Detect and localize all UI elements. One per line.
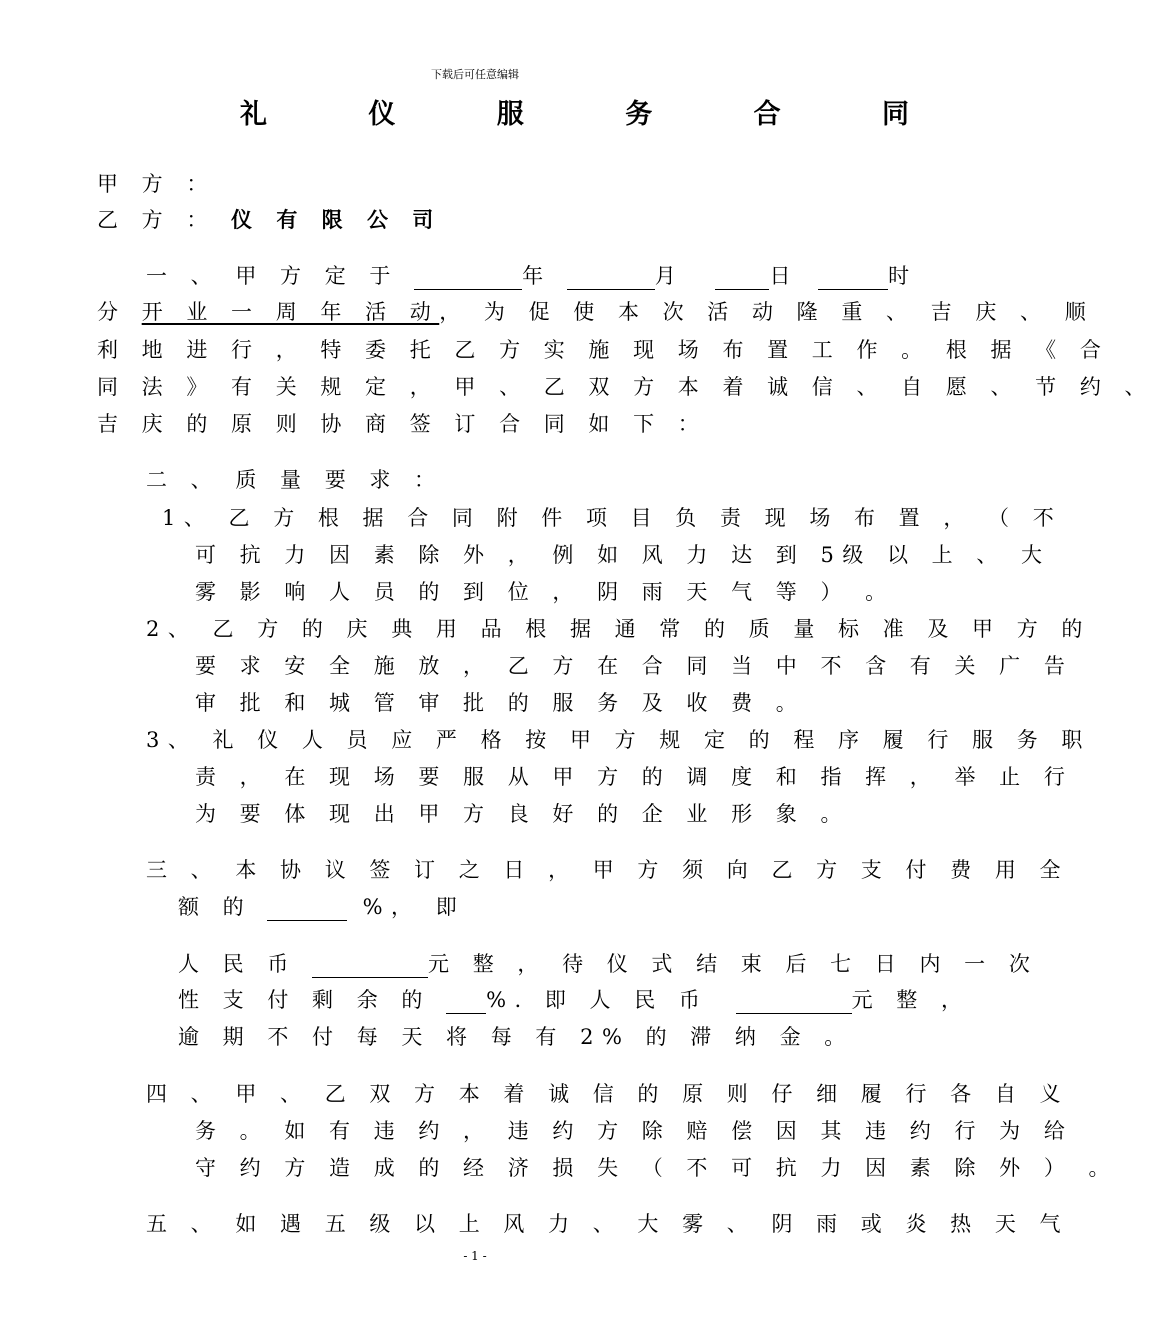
page-number: - 1 - <box>463 1249 487 1263</box>
year-blank <box>414 267 522 290</box>
amount-blank <box>312 955 428 978</box>
section2-heading: 二 、 质 量 要 求 ： <box>146 468 444 492</box>
month-blank <box>567 267 655 290</box>
section2-item1-line1: 1、 乙 方 根 据 合 同 附 件 项 目 负 责 现 场 布 置 ， （ 不 <box>162 506 1063 530</box>
section1-line2 <box>97 298 1094 326</box>
section1-line2-prefix: 分 <box>97 300 127 324</box>
section1-line4: 同 法 》 有 关 规 定 ， 甲 、 乙 双 方 本 着 诚 信 、 自 愿 、 节 约 、 <box>97 375 1154 399</box>
section2-item2-line3: 审 批 和 城 管 审 批 的 服 务 及 收 费 。 <box>195 691 806 715</box>
day-label: 日 <box>769 264 799 288</box>
section3-line3-rest: 元 整 ， 待 仪 式 结 束 后 七 日 内 一 次 <box>428 952 1039 976</box>
hour-label: 时 <box>888 264 918 288</box>
section3-line5: 逾 期 不 付 每 天 将 每 有 2% 的 滞 纳 金 。 <box>178 1025 854 1049</box>
yuan-label: 元 整 ， <box>851 988 971 1012</box>
remaining-amount-blank <box>736 991 852 1014</box>
header-note: 下载后可任意编辑 <box>431 68 519 81</box>
section1-line2-rest: ， 为 促 使 本 次 活 动 隆 重 、 吉 庆 、 顺 <box>439 300 1095 324</box>
section3-line2 <box>178 893 465 921</box>
section2-item2-line1: 2、 乙 方 的 庆 典 用 品 根 据 通 常 的 质 量 标 准 及 甲 方 的 <box>146 617 1091 641</box>
hour-blank <box>818 267 888 290</box>
section2-item3-line1: 3、 礼 仪 人 员 应 严 格 按 甲 方 规 定 的 程 序 履 行 服 务 职 <box>146 728 1091 752</box>
event-name: 开 业 一 周 年 活 动 <box>141 300 440 324</box>
party-b-value: 仪 有 限 公 司 <box>231 207 442 232</box>
section2-item2-line2: 要 求 安 全 施 放 ， 乙 方 在 合 同 当 中 不 含 有 关 广 告 <box>195 654 1074 678</box>
section3-line2-prefix: 额 的 <box>178 895 253 919</box>
month-label: 月 <box>654 264 685 288</box>
percent-blank <box>267 898 347 921</box>
section4-line1: 四 、 甲 、 乙 双 方 本 着 诚 信 的 原 则 仔 细 履 行 各 自 义 <box>146 1082 1070 1106</box>
section1-intro: 一 、 甲 方 定 于 <box>146 264 399 288</box>
section3-line1: 三 、 本 协 议 签 订 之 日 ， 甲 方 须 向 乙 方 支 付 费 用 全 <box>146 858 1070 882</box>
section3-line2-suffix: %， 即 <box>362 895 466 919</box>
section1-line3: 利 地 进 行 ， 特 委 托 乙 方 实 施 现 场 布 置 工 作 。 根 据 《 合 <box>97 338 1110 362</box>
year-label: 年 <box>522 264 552 288</box>
section2-item1-line3: 雾 影 响 人 员 的 到 位 ， 阴 雨 天 气 等 ） 。 <box>195 580 895 604</box>
section2-item1-line2: 可 抗 力 因 素 除 外 ， 例 如 风 力 达 到 5级 以 上 、 大 <box>195 543 1051 567</box>
party-b-label: 乙 方 ： <box>97 208 216 232</box>
day-blank <box>715 267 769 290</box>
rmb-label-2: %. 即 人 民 币 <box>486 988 709 1012</box>
document-title: 礼 仪 服 务 合 同 <box>240 99 955 130</box>
section3-line3 <box>178 950 1038 978</box>
remaining-percent-blank <box>446 991 486 1014</box>
party-a-line <box>97 170 216 198</box>
section1-line1 <box>146 262 918 290</box>
party-b-line <box>97 206 442 234</box>
section4-line3: 守 约 方 造 成 的 经 济 损 失 （ 不 可 抗 力 因 素 除 外 ） 。 <box>195 1156 1119 1180</box>
section2-item3-line3: 为 要 体 现 出 甲 方 良 好 的 企 业 形 象 。 <box>195 802 850 826</box>
section5-line1: 五 、 如 遇 五 级 以 上 风 力 、 大 雾 、 阴 雨 或 炎 热 天 气 <box>146 1212 1070 1236</box>
section2-item3-line2: 责 ， 在 现 场 要 服 从 甲 方 的 调 度 和 指 挥 ， 举 止 行 <box>195 765 1074 789</box>
remaining-label: 性 支 付 剩 余 的 <box>178 988 431 1012</box>
section4-line2: 务 。 如 有 违 约 ， 违 约 方 除 赔 偿 因 其 违 约 行 为 给 <box>195 1119 1074 1143</box>
section3-line4 <box>178 986 970 1014</box>
section1-line5: 吉 庆 的 原 则 协 商 签 订 合 同 如 下 ： <box>97 412 708 436</box>
party-a-label: 甲 方 ： <box>97 172 216 196</box>
rmb-label: 人 民 币 <box>178 952 297 976</box>
